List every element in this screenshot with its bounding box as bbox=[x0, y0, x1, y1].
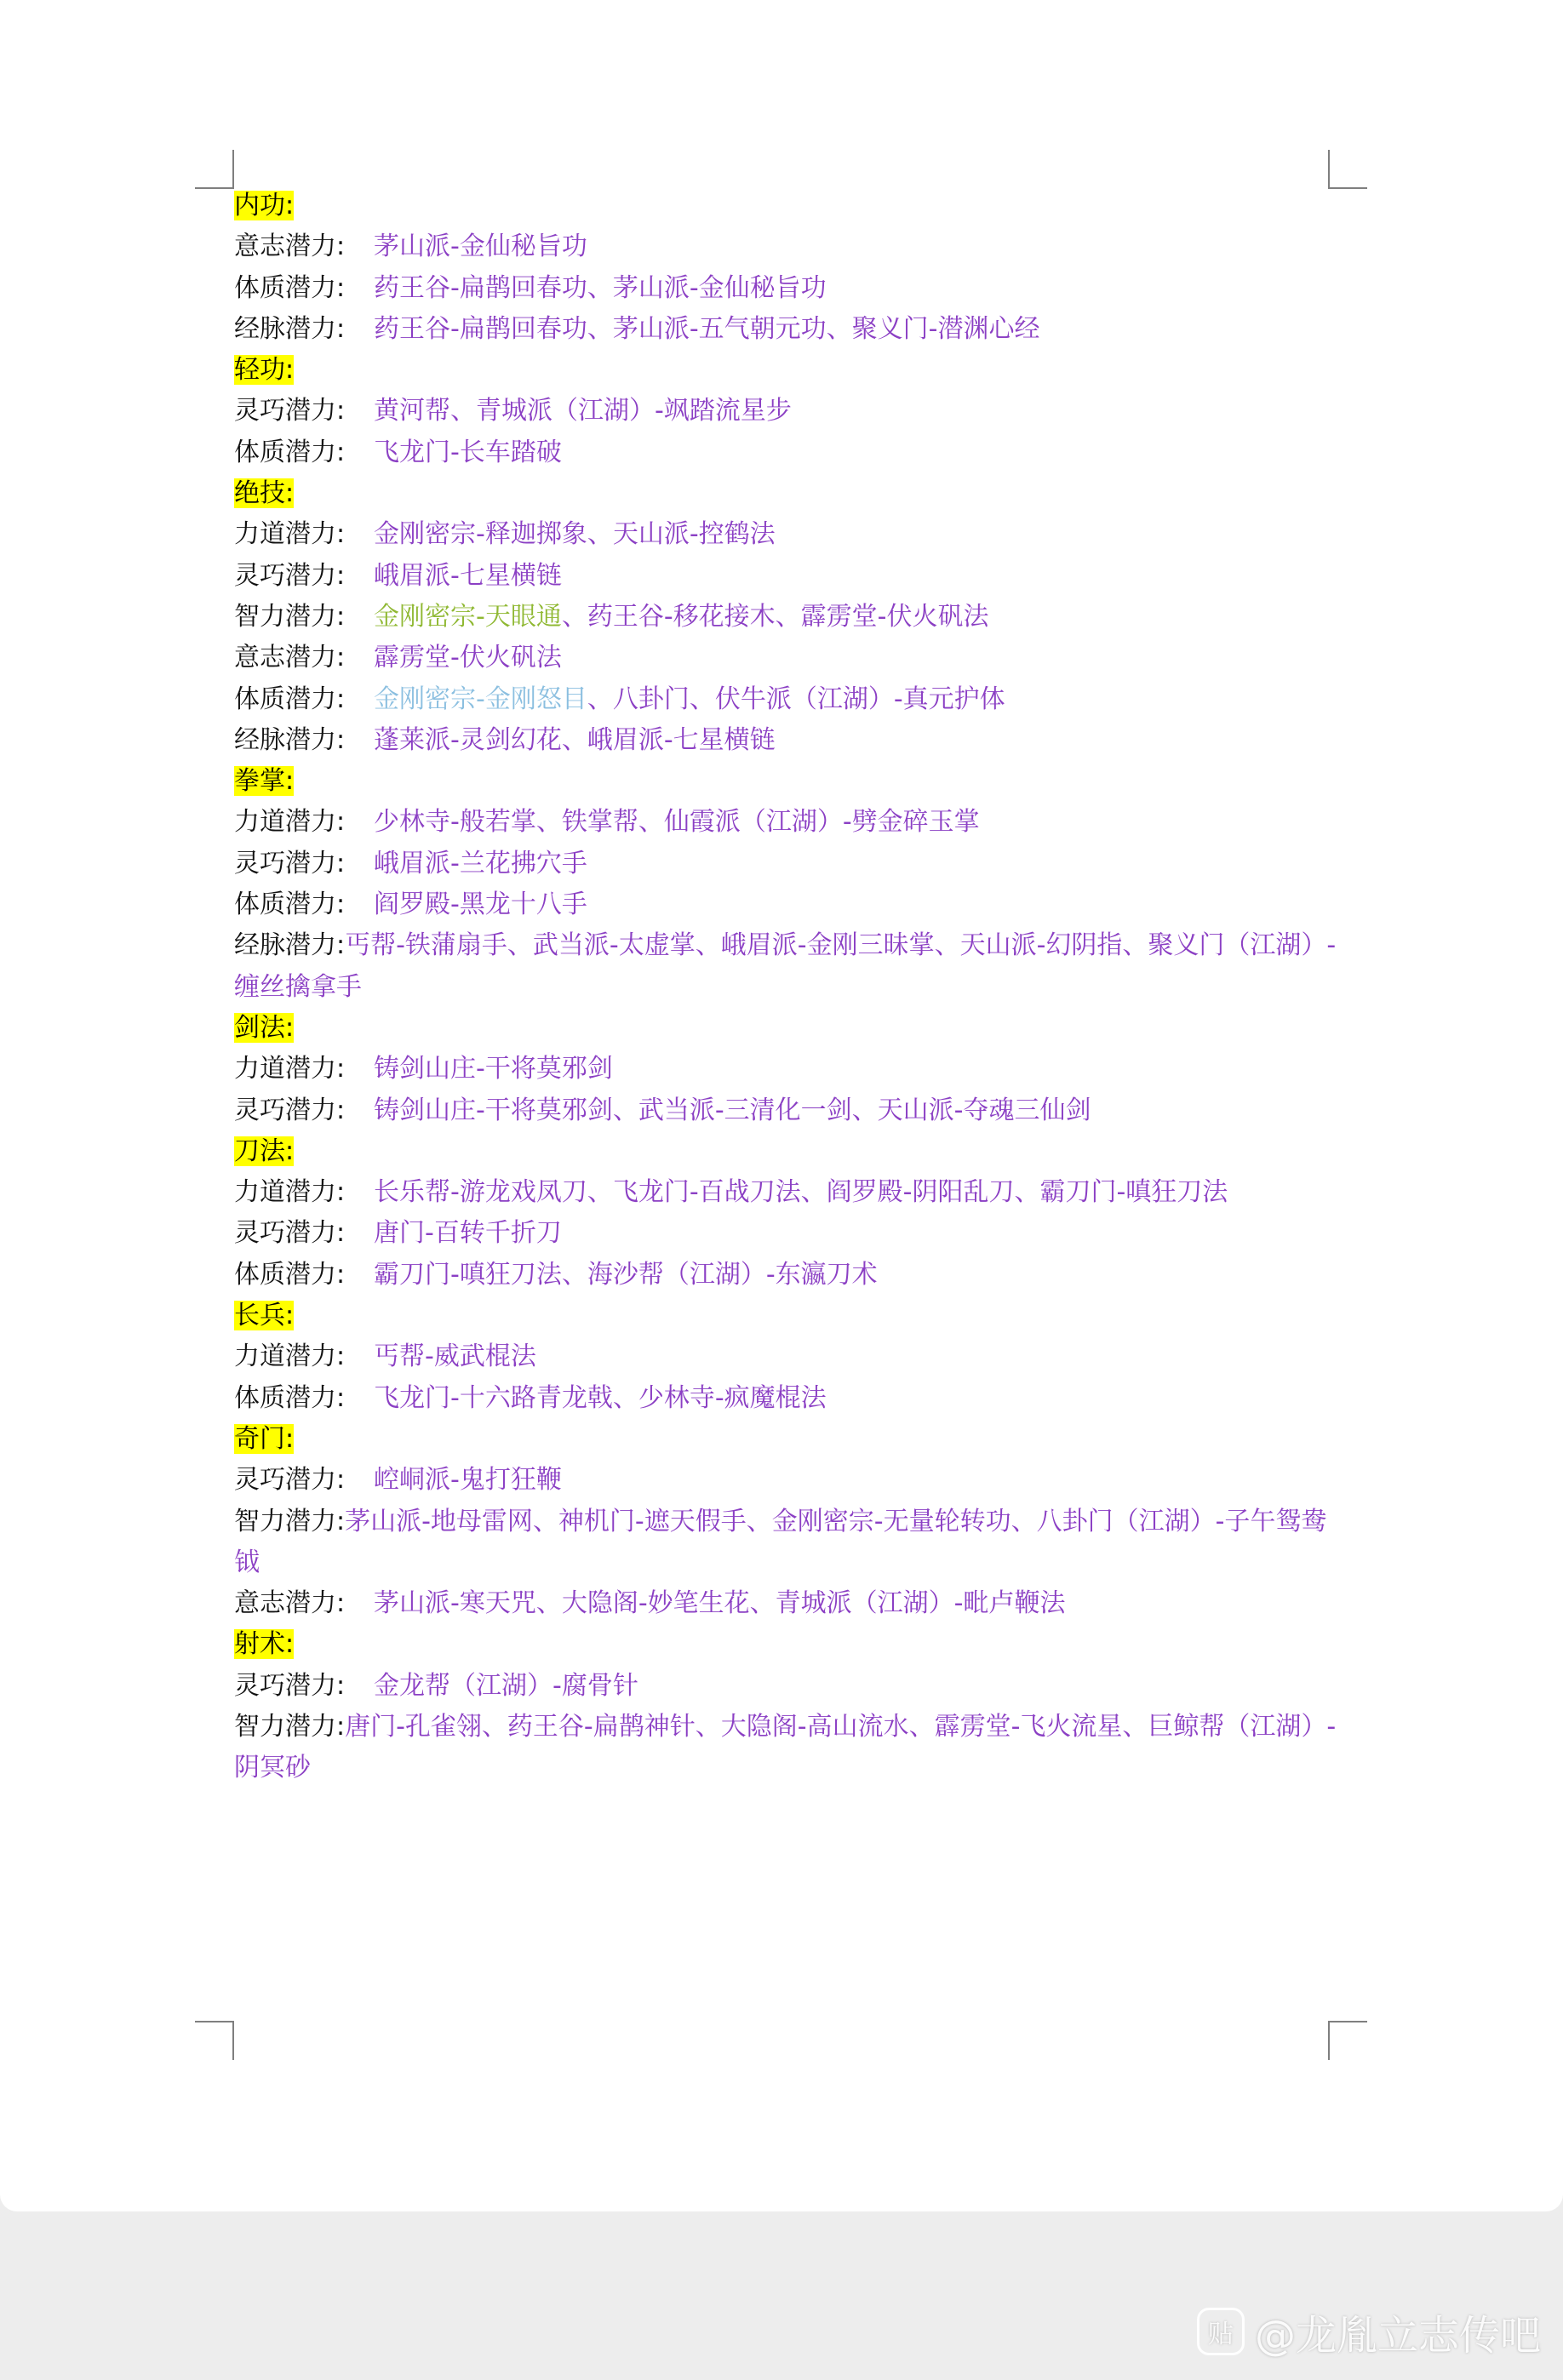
skill-list bbox=[234, 930, 1336, 1001]
skill-text: 飞龙门-长车踏破 bbox=[374, 437, 562, 467]
attribute-label: 经脉潜力: bbox=[234, 724, 346, 755]
skill-list bbox=[374, 1383, 827, 1413]
category-heading bbox=[234, 1008, 1341, 1049]
category-title: 刀法: bbox=[234, 1136, 295, 1166]
attribute-row bbox=[234, 1583, 1341, 1624]
category-title: 长兵: bbox=[234, 1301, 295, 1331]
skill-text: 崆峒派-鬼打狂鞭 bbox=[374, 1465, 562, 1496]
category-title: 轻功: bbox=[234, 355, 295, 386]
skill-list bbox=[234, 1712, 1336, 1782]
skill-text: 飞龙门-十六路青龙戟、少林寺-疯魔棍法 bbox=[374, 1382, 827, 1413]
watermark-text: @龙胤立志传吧 bbox=[1254, 2311, 1541, 2360]
attribute-row bbox=[234, 844, 1341, 884]
category-heading bbox=[234, 1131, 1341, 1172]
attribute-label: 力道潜力: bbox=[234, 519, 346, 550]
skill-list bbox=[374, 273, 827, 303]
skill-list bbox=[374, 314, 1039, 344]
attribute-row bbox=[234, 1502, 1341, 1584]
attribute-label: 力道潜力: bbox=[234, 807, 346, 838]
skill-list bbox=[374, 807, 980, 837]
category-title: 绝技: bbox=[234, 478, 295, 509]
attribute-label: 灵巧潜力: bbox=[234, 1095, 346, 1125]
crop-mark-bottom-left bbox=[195, 2021, 234, 2022]
skill-text: 金刚密宗-金刚怒目 bbox=[374, 684, 587, 714]
attribute-row bbox=[234, 556, 1341, 597]
skill-list bbox=[374, 519, 776, 549]
attribute-row bbox=[234, 1090, 1341, 1131]
attribute-row bbox=[234, 1172, 1341, 1213]
category-heading bbox=[234, 761, 1341, 802]
skill-list bbox=[374, 1671, 638, 1701]
attribute-row bbox=[234, 1666, 1341, 1707]
attribute-row bbox=[234, 1336, 1341, 1377]
attribute-row bbox=[234, 1707, 1341, 1789]
attribute-label: 体质潜力: bbox=[234, 272, 346, 303]
skill-list bbox=[374, 1096, 1091, 1125]
attribute-row bbox=[234, 638, 1341, 678]
attribute-row bbox=[234, 1049, 1341, 1090]
attribute-label: 智力潜力: bbox=[234, 601, 346, 632]
category-title: 内功: bbox=[234, 191, 295, 220]
attribute-row bbox=[234, 432, 1341, 473]
attribute-label: 体质潜力: bbox=[234, 437, 346, 467]
attribute-row bbox=[234, 925, 1341, 1008]
skill-text: 药王谷-扁鹊回春功、茅山派-五气朝元功、聚义门-潜渊心经 bbox=[374, 313, 1040, 344]
skill-text: 黄河帮、青城派（江湖）-飒踏流星步 bbox=[374, 396, 792, 426]
category-heading bbox=[234, 186, 1341, 226]
attribute-label: 经脉潜力: bbox=[234, 930, 346, 961]
category-heading bbox=[234, 473, 1341, 514]
skill-text: 茅山派-地母雷网、神机门-遮天假手、金刚密宗-无量轮转功、八卦门（江湖）-子午鸳鸯钺 bbox=[234, 1506, 1327, 1577]
attribute-label: 体质潜力: bbox=[234, 684, 346, 714]
skill-text: 霸刀门-嗔狂刀法、海沙帮（江湖）-东瀛刀术 bbox=[374, 1259, 878, 1290]
skill-list bbox=[374, 438, 562, 467]
skill-list bbox=[374, 1177, 1228, 1207]
attribute-label: 体质潜力: bbox=[234, 890, 346, 920]
skill-text: 唐门-百转千折刀 bbox=[374, 1218, 562, 1249]
category-heading bbox=[234, 1624, 1341, 1665]
crop-mark-top-left bbox=[195, 187, 234, 189]
skill-text: 少林寺-般若掌、铁掌帮、仙霞派（江湖）-劈金碎玉掌 bbox=[374, 807, 980, 838]
attribute-label: 灵巧潜力: bbox=[234, 1670, 346, 1701]
attribute-label: 力道潜力: bbox=[234, 1342, 346, 1372]
skill-text: 峨眉派-七星横链 bbox=[374, 560, 562, 591]
attribute-label: 意志潜力: bbox=[234, 643, 346, 673]
watermark bbox=[1197, 2302, 1541, 2361]
skill-list bbox=[374, 602, 988, 632]
attribute-label: 灵巧潜力: bbox=[234, 1465, 346, 1496]
skill-text: 峨眉派-兰花拂穴手 bbox=[374, 848, 587, 878]
crop-mark-top-right bbox=[1328, 150, 1330, 189]
skill-list bbox=[374, 1218, 562, 1248]
crop-mark-top-left bbox=[232, 150, 234, 189]
attribute-row bbox=[234, 268, 1341, 309]
skill-text: 、药王谷-移花接木、霹雳堂-伏火矾法 bbox=[561, 601, 989, 632]
attribute-row bbox=[234, 802, 1341, 843]
tieba-logo-icon: 贴 bbox=[1197, 2308, 1245, 2355]
category-title: 射术: bbox=[234, 1629, 295, 1660]
skill-list bbox=[234, 1507, 1326, 1577]
attribute-row bbox=[234, 226, 1341, 267]
crop-mark-bottom-left bbox=[232, 2021, 234, 2060]
attribute-label: 力道潜力: bbox=[234, 1054, 346, 1084]
crop-mark-bottom-right bbox=[1328, 2021, 1367, 2022]
attribute-row bbox=[234, 1460, 1341, 1501]
attribute-row bbox=[234, 309, 1341, 350]
skill-text: 蓬莱派-灵剑幻花、峨眉派-七星横链 bbox=[374, 724, 776, 755]
skill-list bbox=[374, 890, 587, 919]
attribute-label: 智力潜力: bbox=[234, 1506, 346, 1536]
skill-text: 唐门-孔雀翎、药王谷-扁鹊神针、大隐阁-高山流水、霹雳堂-飞火流星、巨鲸帮（江湖）-阴冥砂 bbox=[234, 1711, 1337, 1783]
skill-text: 金刚密宗-天眼通 bbox=[374, 601, 562, 632]
document-body bbox=[234, 186, 1341, 1789]
attribute-label: 灵巧潜力: bbox=[234, 396, 346, 426]
skill-list bbox=[374, 396, 792, 426]
attribute-row bbox=[234, 514, 1341, 555]
attribute-row bbox=[234, 720, 1341, 761]
category-heading bbox=[234, 350, 1341, 391]
skill-list bbox=[374, 849, 587, 878]
skill-text: 铸剑山庄-干将莫邪剑 bbox=[374, 1054, 613, 1084]
attribute-label: 力道潜力: bbox=[234, 1177, 346, 1208]
category-heading bbox=[234, 1296, 1341, 1336]
skill-text: 药王谷-扁鹊回春功、茅山派-金仙秘旨功 bbox=[374, 272, 827, 303]
crop-mark-bottom-right bbox=[1328, 2021, 1330, 2060]
skill-text: 丐帮-威武棍法 bbox=[374, 1342, 536, 1372]
attribute-row bbox=[234, 1213, 1341, 1254]
category-title: 拳掌: bbox=[234, 766, 295, 797]
skill-list bbox=[374, 232, 587, 261]
skill-text: 金龙帮（江湖）-腐骨针 bbox=[374, 1670, 638, 1701]
skill-text: 茅山派-金仙秘旨功 bbox=[374, 232, 587, 262]
skill-list bbox=[374, 1342, 536, 1371]
attribute-label: 体质潜力: bbox=[234, 1259, 346, 1290]
attribute-label: 灵巧潜力: bbox=[234, 560, 346, 591]
skill-text: 长乐帮-游龙戏凤刀、飞龙门-百战刀法、阎罗殿-阴阳乱刀、霸刀门-嗔狂刀法 bbox=[374, 1177, 1228, 1208]
skill-text: 阎罗殿-黑龙十八手 bbox=[374, 890, 587, 920]
attribute-label: 意志潜力: bbox=[234, 232, 346, 262]
attribute-row bbox=[234, 884, 1341, 925]
skill-text: 茅山派-寒天咒、大隐阁-妙笔生花、青城派（江湖）-毗卢鞭法 bbox=[374, 1588, 1066, 1619]
skill-list bbox=[374, 1465, 562, 1495]
skill-list bbox=[374, 725, 776, 755]
category-title: 剑法: bbox=[234, 1012, 295, 1043]
skill-text: 铸剑山庄-干将莫邪剑、武当派-三清化一剑、天山派-夺魂三仙剑 bbox=[374, 1095, 1091, 1125]
attribute-row bbox=[234, 391, 1341, 432]
category-title: 奇门: bbox=[234, 1423, 295, 1454]
attribute-label: 灵巧潜力: bbox=[234, 1218, 346, 1249]
skill-list bbox=[374, 684, 1005, 714]
skill-text: 霹雳堂-伏火矾法 bbox=[374, 643, 562, 673]
attribute-label: 灵巧潜力: bbox=[234, 848, 346, 878]
skill-list bbox=[374, 561, 562, 591]
attribute-row bbox=[234, 597, 1341, 638]
skill-text: 丐帮-铁蒲扇手、武当派-太虚掌、峨眉派-金刚三昧掌、天山派-幻阴指、聚义门（江湖）-缠丝擒拿手 bbox=[234, 930, 1337, 1002]
attribute-row bbox=[234, 1255, 1341, 1296]
skill-text: 、八卦门、伏牛派（江湖）-真元护体 bbox=[587, 684, 1005, 714]
attribute-label: 经脉潜力: bbox=[234, 313, 346, 344]
skill-list bbox=[374, 643, 562, 672]
category-heading bbox=[234, 1419, 1341, 1460]
skill-text: 金刚密宗-释迦掷象、天山派-控鹤法 bbox=[374, 519, 776, 550]
attribute-label: 体质潜力: bbox=[234, 1382, 346, 1413]
attribute-row bbox=[234, 679, 1341, 720]
attribute-label: 意志潜力: bbox=[234, 1588, 346, 1619]
skill-list bbox=[374, 1260, 878, 1290]
skill-list bbox=[374, 1054, 613, 1084]
attribute-row bbox=[234, 1378, 1341, 1419]
attribute-label: 智力潜力: bbox=[234, 1711, 346, 1742]
skill-list bbox=[374, 1588, 1065, 1618]
